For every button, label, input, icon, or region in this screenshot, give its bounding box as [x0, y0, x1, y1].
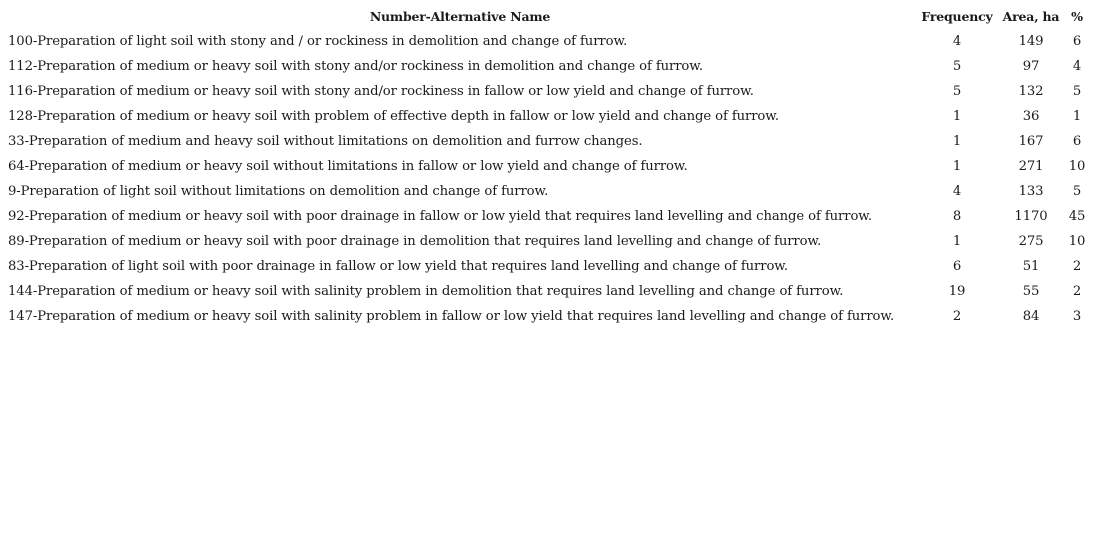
cell-name: 112-Preparation of medium or heavy soil with stony and/or rockiness in demolition and change of furrow. — [8, 59, 703, 74]
cell-name: 144-Preparation of medium or heavy soil with salinity problem in demolition that requires land levelling and change of furrow. — [8, 284, 844, 299]
cell-name: 100-Preparation of light soil with stony and / or rockiness in demolition and change of furrow. — [8, 34, 628, 49]
cell-area: 36 — [1022, 109, 1040, 124]
cell-frequency: 1 — [952, 134, 962, 149]
header-frequency: Frequency — [921, 9, 993, 24]
cell-frequency: 1 — [952, 159, 962, 174]
cell-frequency: 5 — [952, 84, 962, 99]
cell-frequency: 19 — [948, 284, 966, 299]
cell-percent: 2 — [1072, 259, 1082, 274]
cell-name: 64-Preparation of medium or heavy soil without limitations in fallow or low yield and change of furrow. — [8, 159, 688, 174]
cell-percent: 6 — [1072, 34, 1082, 49]
cell-area: 149 — [1018, 34, 1044, 49]
cell-percent: 5 — [1072, 184, 1082, 199]
cell-name: 83-Preparation of light soil with poor drainage in fallow or low yield that requires land levelling and change of furrow. — [8, 259, 789, 274]
cell-area: 1170 — [1014, 209, 1048, 224]
cell-name: 147-Preparation of medium or heavy soil with salinity problem in fallow or low yield that requires land levelling and change of furrow. — [8, 309, 895, 324]
table-header — [4, 4, 1090, 29]
cell-name: 92-Preparation of medium or heavy soil with poor drainage in fallow or low yield that requires land levelling and change of furrow. — [8, 209, 872, 224]
cell-frequency: 2 — [952, 309, 962, 324]
cell-percent: 6 — [1072, 134, 1082, 149]
cell-name: 33-Preparation of medium and heavy soil without limitations on demolition and furrow changes. — [8, 134, 643, 149]
table-row — [4, 154, 1090, 179]
cell-frequency: 1 — [952, 109, 962, 124]
header-row — [4, 4, 1090, 29]
header-area: Area, ha — [1002, 9, 1060, 24]
cell-frequency: 4 — [952, 184, 962, 199]
table-row — [4, 254, 1090, 279]
cell-frequency: 5 — [952, 59, 962, 74]
table-row — [4, 229, 1090, 254]
cell-percent: 2 — [1072, 284, 1082, 299]
cell-frequency: 4 — [952, 34, 962, 49]
cell-percent: 45 — [1068, 209, 1086, 224]
cell-percent: 10 — [1068, 159, 1086, 174]
cell-area: 51 — [1022, 259, 1040, 274]
cell-area: 132 — [1018, 84, 1044, 99]
table-row — [4, 179, 1090, 204]
table-row — [4, 304, 1090, 329]
cell-area: 84 — [1022, 309, 1040, 324]
cell-area: 97 — [1022, 59, 1040, 74]
cell-name: 116-Preparation of medium or heavy soil with stony and/or rockiness in fallow or low yield and change of furrow. — [8, 84, 754, 99]
table-body — [4, 29, 1090, 329]
table-row — [4, 29, 1090, 54]
cell-frequency: 6 — [952, 259, 962, 274]
cell-frequency: 8 — [952, 209, 962, 224]
table-row — [4, 104, 1090, 129]
cell-name: 9-Preparation of light soil without limitations on demolition and change of furrow. — [8, 184, 549, 199]
cell-name: 89-Preparation of medium or heavy soil with poor drainage in demolition that requires land levelling and change of furrow. — [8, 234, 822, 249]
header-name: Number-Alternative Name — [369, 9, 551, 24]
header-percent: % — [1071, 9, 1083, 24]
table-row — [4, 129, 1090, 154]
cell-area: 275 — [1018, 234, 1044, 249]
cell-percent: 4 — [1072, 59, 1082, 74]
cell-area: 133 — [1018, 184, 1044, 199]
cell-area: 271 — [1018, 159, 1044, 174]
table-row — [4, 79, 1090, 104]
cell-area: 167 — [1018, 134, 1044, 149]
cell-name: 128-Preparation of medium or heavy soil with problem of effective depth in fallow or low yield and change of furrow. — [8, 109, 779, 124]
cell-percent: 3 — [1072, 309, 1082, 324]
cell-percent: 1 — [1072, 109, 1082, 124]
cell-area: 55 — [1022, 284, 1040, 299]
table-row — [4, 204, 1090, 229]
cell-percent: 5 — [1072, 84, 1082, 99]
table-row — [4, 279, 1090, 304]
cell-percent: 10 — [1068, 234, 1086, 249]
cell-frequency: 1 — [952, 234, 962, 249]
alternatives-table — [4, 4, 1090, 329]
table-row — [4, 54, 1090, 79]
